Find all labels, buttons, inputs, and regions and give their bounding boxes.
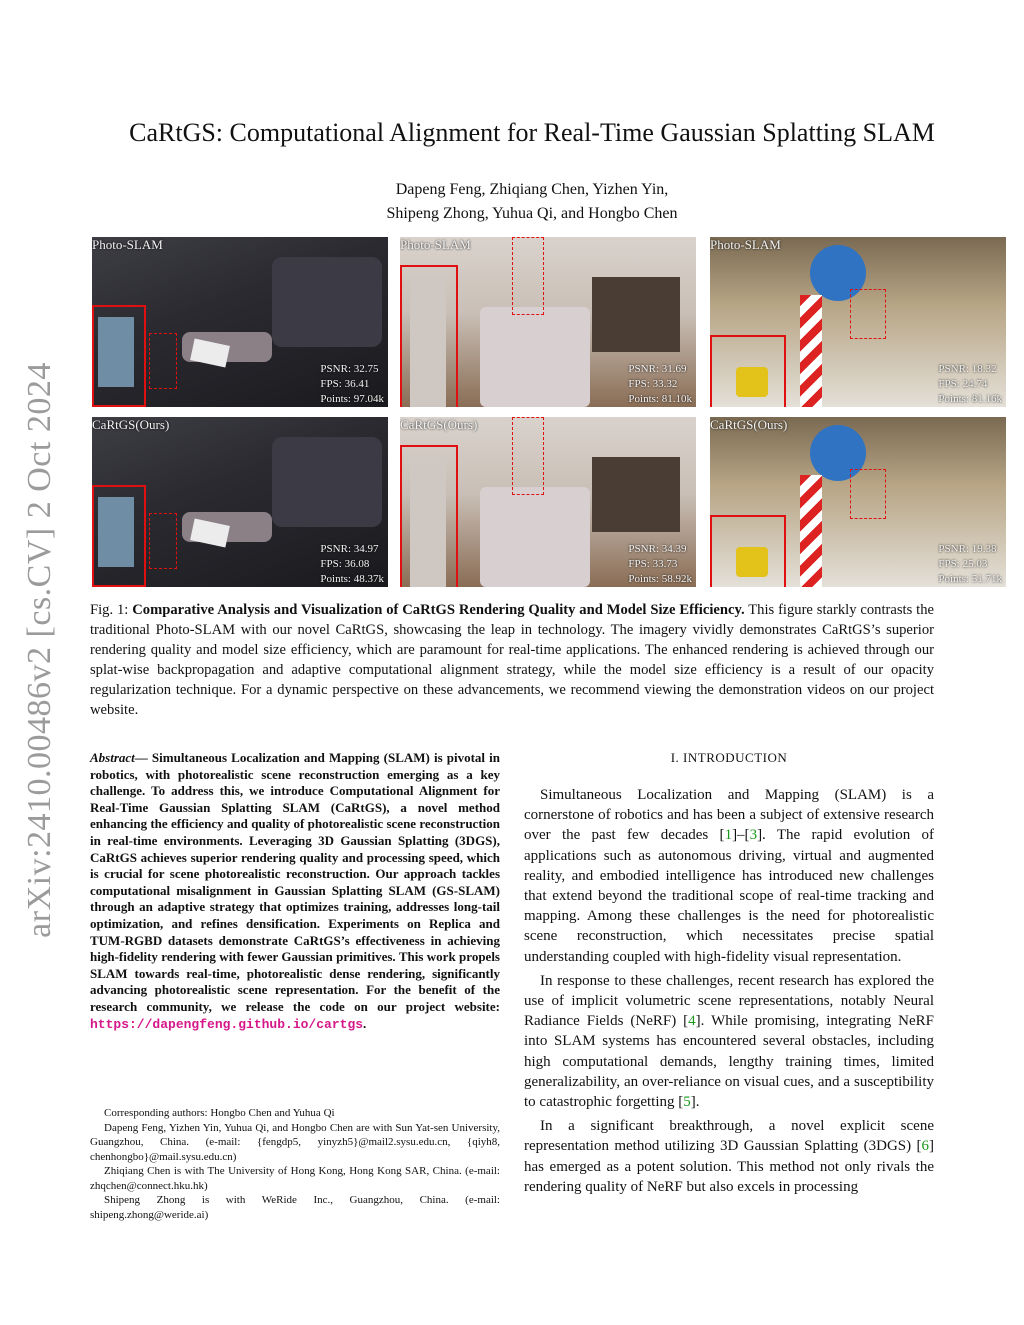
striped-pole-shape	[800, 475, 822, 587]
striped-pole-shape	[800, 295, 822, 407]
citation-link[interactable]: 5	[683, 1094, 691, 1111]
shelf-shape	[592, 277, 680, 352]
text-span: ]. While promising, integrating NeRF into SLAM systems has encountered several obstacles, including high computational demands, lengthy training times, limited generalizability, an over-reliance on visual cues, and a susceptibility to catastrophic forgetting [	[524, 1013, 934, 1111]
citation-link[interactable]: 1	[724, 827, 733, 844]
zoom-box-dashed	[850, 289, 886, 339]
fps-value: FPS: 36.08	[320, 558, 370, 570]
method-label: Photo-SLAM	[710, 237, 781, 252]
intro-paragraph-1	[524, 785, 934, 967]
paper-title: CaRtGS: Computational Alignment for Real-Time Gaussian Splatting SLAM	[129, 118, 935, 147]
method-label: CaRtGS(Ours)	[92, 417, 170, 432]
zoom-box-dashed	[512, 417, 544, 495]
text-span: ] has emerged as a potent solution. This method not only rivals the rendering quality of NeRF but also excels in processing	[524, 1138, 934, 1195]
fps-value: FPS: 36.41	[320, 378, 370, 390]
points-value: Points: 97.04k	[320, 393, 384, 405]
text-span: In a significant breakthrough, a novel explicit scene representation method utilizing 3D Gaussian Splatting (3DGS) [	[524, 1118, 934, 1155]
abstract-keyword: Abstract	[90, 750, 135, 765]
citation-link[interactable]: 6	[921, 1138, 929, 1155]
psnr-value: PSNR: 32.75	[320, 363, 379, 375]
method-label: Photo-SLAM	[92, 237, 163, 252]
panel-photo-slam-office	[710, 237, 1006, 407]
method-label: CaRtGS(Ours)	[710, 417, 788, 432]
arxiv-stamp-text: arXiv:2410.00486v2 [cs.CV] 2 Oct 2024	[21, 362, 58, 938]
points-value: Points: 58.92k	[628, 573, 692, 585]
metrics	[628, 542, 692, 587]
abstract-end: .	[363, 1015, 367, 1031]
footnote-affiliation-2: Zhiqiang Chen is with The University of Hong Kong, Hong Kong SAR, China. (e-mail: zhqchen@connect.hku.hk)	[90, 1165, 500, 1192]
pillow-shape	[272, 437, 382, 527]
points-value: Points: 48.37k	[320, 573, 384, 585]
abstract	[90, 750, 500, 1033]
zoom-box-solid	[710, 515, 786, 587]
zoom-box-solid	[710, 335, 786, 407]
footnote-affiliation-1: Dapeng Feng, Yizhen Yin, Yuhua Qi, and Hongbo Chen are with Sun Yat-sen University, Guangzhou, China. (e-mail: {fengdp5, yinyzh5}@mail2.sysu.edu.cn, {qiyh8, chenhongbo}@mail.sysu.edu.cn)	[90, 1121, 500, 1163]
footnote-corresponding: Corresponding authors: Hongbo Chen and Yuhua Qi	[104, 1107, 335, 1119]
authors-line-2: Shipeng Zhong, Yuhua Qi, and Hongbo Chen	[386, 205, 678, 222]
project-url-link[interactable]: https://dapengfeng.github.io/cartgs	[90, 1016, 364, 1032]
arxiv-stamp	[20, 360, 60, 940]
method-label: CaRtGS(Ours)	[400, 417, 478, 432]
zoom-box-solid	[92, 485, 146, 587]
psnr-value: PSNR: 18.32	[938, 363, 997, 375]
figure-caption	[90, 600, 934, 720]
zoom-box-solid	[400, 445, 458, 587]
footnote-affiliation-3: Shipeng Zhong is with WeRide Inc., Guangzhou, China. (e-mail: shipeng.zhong@weride.ai)	[90, 1194, 500, 1221]
fps-value: FPS: 25.03	[938, 558, 988, 570]
text-span: ].	[690, 1094, 700, 1111]
psnr-value: PSNR: 31.69	[628, 363, 687, 375]
caption-text: This figure starkly contrasts the traditional Photo-SLAM with our novel CaRtGS, showcasing the leap in technology. The imagery vividly demonstrates CaRtGS’s superior rendering quality and model size efficiency, which are paramount for real-time applications. The enhanced rendering is achieved through our splat-wise backpropagation and adaptive computational alignment strategy, while the model size efficiency is a result of our opacity regularization technique. For a dynamic perspective on these advancements, we recommend viewing the demonstration videos on our project website.	[90, 602, 934, 718]
abstract-text: — Simultaneous Localization and Mapping (SLAM) is pivotal in robotics, with photorealistic scene reconstruction emerging as a key challenge. To address this, we introduce Computational Alignment for Real-Time Gaussian Splatting SLAM (CaRtGS), a novel method enhancing the efficiency and quality of photorealistic scene reconstruction in real-time environments. Leveraging 3D Gaussian Splatting (3DGS), CaRtGS achieves superior rendering quality and processing speed, which is crucial for scene photorealistic reconstruction. Our approach tackles computational misalignment in Gaussian Splatting SLAM (GS-SLAM) through an adaptive strategy that optimizes training, addresses long-tail optimization, and refines densification. Experiments on Replica and TUM-RGBD datasets demonstrate CaRtGS’s effectiveness in achieving high-fidelity rendering with fewer Gaussian primitives. This work propels SLAM towards real-time, photorealistic dense rendering, significantly advancing photorealistic scene representation. For the benefit of the research community, we release the code on our project website:	[90, 750, 500, 1014]
fps-value: FPS: 33.73	[628, 558, 678, 570]
caption-prefix: Fig. 1:	[90, 602, 133, 618]
section-heading: I. INTRODUCTION	[670, 750, 788, 765]
fps-value: FPS: 24.74	[938, 378, 988, 390]
panel-cartgs-office	[710, 417, 1006, 587]
authors-line-1: Dapeng Feng, Zhiqiang Chen, Yizhen Yin,	[395, 181, 669, 198]
text-span: ]–[	[732, 827, 750, 844]
introduction-body	[524, 785, 934, 1201]
points-value: Points: 51.71k	[938, 573, 1002, 585]
metrics	[938, 542, 1002, 587]
zoom-box-dashed	[850, 469, 886, 519]
text-span: ]. The rapid evolution of applications such as autonomous driving, virtual and augmented reality, and embodied intelligence has introduced new challenges that extend beyond the traditional scope of real-time tracking and mapping. Among these challenges is the need for photorealistic scene reconstruction, which necessitates precise spatial understanding coupled with high-fidelity visual representation.	[524, 827, 934, 965]
shelf-shape	[592, 457, 680, 532]
psnr-value: PSNR: 34.97	[320, 543, 379, 555]
zoom-box-dashed	[149, 513, 177, 569]
text-span: Simultaneous Localization and Mapping (SLAM) is a cornerstone of robotics and has been a subject of extensive research over the past few decades [	[524, 787, 934, 844]
text-span: In response to these challenges, recent research has explored the use of implicit volumetric scene representations, notably Neural Radiance Fields (NeRF) [	[524, 972, 934, 1030]
citation-link[interactable]: 4	[688, 1013, 696, 1030]
panel-photo-slam-dining	[400, 237, 696, 407]
figure-1	[92, 237, 1002, 587]
points-value: Points: 81.16k	[938, 393, 1002, 405]
method-label: Photo-SLAM	[400, 237, 471, 252]
zoom-box-dashed	[149, 333, 177, 389]
pillow-shape	[272, 257, 382, 347]
citation-link[interactable]: 3	[749, 827, 758, 844]
footnotes	[90, 1106, 500, 1222]
metrics	[320, 542, 384, 587]
zoom-box-dashed	[512, 237, 544, 315]
zoom-box-solid	[92, 305, 146, 407]
psnr-value: PSNR: 19.38	[938, 543, 997, 555]
panel-cartgs-dining	[400, 417, 696, 587]
intro-paragraph-2	[524, 971, 934, 1112]
psnr-value: PSNR: 34.39	[628, 543, 687, 555]
author-list	[60, 178, 1004, 226]
caption-bold: Comparative Analysis and Visualization of CaRtGS Rendering Quality and Model Size Efficiency.	[132, 602, 745, 618]
fps-value: FPS: 33.32	[628, 378, 678, 390]
points-value: Points: 81.10k	[628, 393, 692, 405]
metrics	[938, 362, 1002, 407]
panel-photo-slam-bedroom	[92, 237, 388, 407]
panel-cartgs-bedroom	[92, 417, 388, 587]
zoom-box-solid	[400, 265, 458, 407]
chair-shape	[480, 307, 590, 407]
metrics	[628, 362, 692, 407]
chair-shape	[480, 487, 590, 587]
metrics	[320, 362, 384, 407]
intro-paragraph-3	[524, 1116, 934, 1197]
